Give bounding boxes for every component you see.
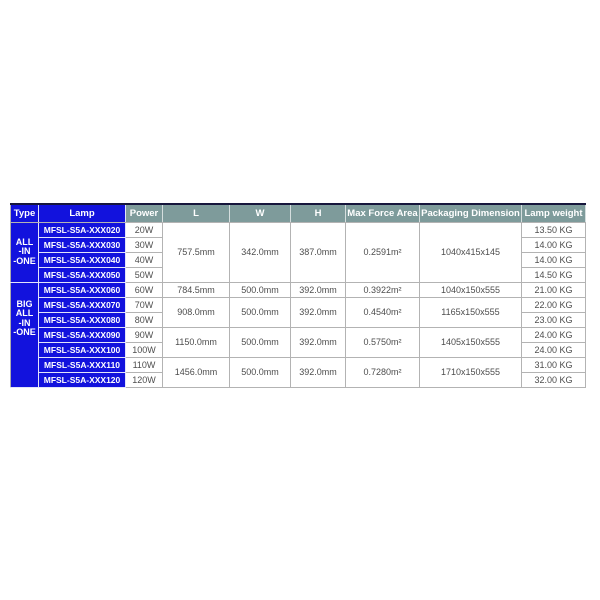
header-type: Type <box>11 204 39 222</box>
lamp-weight-cell: 14.00 KG <box>522 237 586 252</box>
lamp-weight-cell: 31.00 KG <box>522 357 586 372</box>
lamp-model-cell: MFSL-S5A-XXX110 <box>39 357 126 372</box>
packaging-dimension-cell: 1040x150x555 <box>420 282 522 297</box>
packaging-dimension-cell: 1405x150x555 <box>420 327 522 357</box>
power-cell: 70W <box>126 297 163 312</box>
lamp-model-cell: MFSL-S5A-XXX100 <box>39 342 126 357</box>
lamp-weight-cell: 22.00 KG <box>522 297 586 312</box>
lamp-model-cell: MFSL-S5A-XXX120 <box>39 372 126 387</box>
table-row <box>11 327 586 342</box>
header-width: W <box>230 204 291 222</box>
power-cell: 20W <box>126 222 163 237</box>
lamp-weight-cell: 23.00 KG <box>522 312 586 327</box>
packaging-dimension-cell: 1040x415x145 <box>420 222 522 282</box>
lamp-weight-cell: 32.00 KG <box>522 372 586 387</box>
max-force-area-cell: 0.7280m² <box>346 357 420 387</box>
header-lamp: Lamp <box>39 204 126 222</box>
power-cell: 80W <box>126 312 163 327</box>
lamp-weight-cell: 13.50 KG <box>522 222 586 237</box>
lamp-weight-cell: 24.00 KG <box>522 327 586 342</box>
width-cell: 500.0mm <box>230 327 291 357</box>
max-force-area-cell: 0.2591m² <box>346 222 420 282</box>
lamp-model-cell: MFSL-S5A-XXX080 <box>39 312 126 327</box>
lamp-weight-cell: 24.00 KG <box>522 342 586 357</box>
power-cell: 50W <box>126 267 163 282</box>
power-cell: 60W <box>126 282 163 297</box>
type-group-all-in-one <box>11 222 39 282</box>
height-cell: 392.0mm <box>291 282 346 297</box>
lamp-model-cell: MFSL-S5A-XXX060 <box>39 282 126 297</box>
length-cell: 908.0mm <box>163 297 230 327</box>
height-cell: 387.0mm <box>291 222 346 282</box>
lamp-spec-table <box>10 203 586 388</box>
packaging-dimension-cell: 1710x150x555 <box>420 357 522 387</box>
power-cell: 120W <box>126 372 163 387</box>
max-force-area-cell: 0.3922m² <box>346 282 420 297</box>
table-row <box>11 357 586 372</box>
lamp-model-cell: MFSL-S5A-XXX090 <box>39 327 126 342</box>
width-cell: 500.0mm <box>230 282 291 297</box>
height-cell: 392.0mm <box>291 357 346 387</box>
lamp-model-cell: MFSL-S5A-XXX020 <box>39 222 126 237</box>
power-cell: 90W <box>126 327 163 342</box>
table-row <box>11 222 586 237</box>
type-group-big-all-in-one <box>11 282 39 387</box>
width-cell: 342.0mm <box>230 222 291 282</box>
header-max-force-area: Max Force Area <box>346 204 420 222</box>
length-cell: 1150.0mm <box>163 327 230 357</box>
type-group-label: BIG ALL -IN -ONE <box>13 298 36 337</box>
max-force-area-cell: 0.4540m² <box>346 297 420 327</box>
table-row <box>11 282 586 297</box>
table-row <box>11 297 586 312</box>
lamp-weight-cell: 21.00 KG <box>522 282 586 297</box>
lamp-weight-cell: 14.00 KG <box>522 252 586 267</box>
lamp-model-cell: MFSL-S5A-XXX070 <box>39 297 126 312</box>
header-row <box>11 204 586 222</box>
lamp-spec-table-container <box>10 203 586 388</box>
header-power: Power <box>126 204 163 222</box>
power-cell: 30W <box>126 237 163 252</box>
lamp-weight-cell: 14.50 KG <box>522 267 586 282</box>
lamp-model-cell: MFSL-S5A-XXX050 <box>39 267 126 282</box>
width-cell: 500.0mm <box>230 357 291 387</box>
header-height: H <box>291 204 346 222</box>
header-length: L <box>163 204 230 222</box>
power-cell: 40W <box>126 252 163 267</box>
width-cell: 500.0mm <box>230 297 291 327</box>
length-cell: 784.5mm <box>163 282 230 297</box>
power-cell: 110W <box>126 357 163 372</box>
type-group-label: ALL -IN -ONE <box>13 236 36 266</box>
height-cell: 392.0mm <box>291 297 346 327</box>
length-cell: 757.5mm <box>163 222 230 282</box>
header-packaging-dimension: Packaging Dimension <box>420 204 522 222</box>
header-lamp-weight: Lamp weight <box>522 204 586 222</box>
height-cell: 392.0mm <box>291 327 346 357</box>
length-cell: 1456.0mm <box>163 357 230 387</box>
packaging-dimension-cell: 1165x150x555 <box>420 297 522 327</box>
max-force-area-cell: 0.5750m² <box>346 327 420 357</box>
lamp-model-cell: MFSL-S5A-XXX030 <box>39 237 126 252</box>
lamp-model-cell: MFSL-S5A-XXX040 <box>39 252 126 267</box>
power-cell: 100W <box>126 342 163 357</box>
